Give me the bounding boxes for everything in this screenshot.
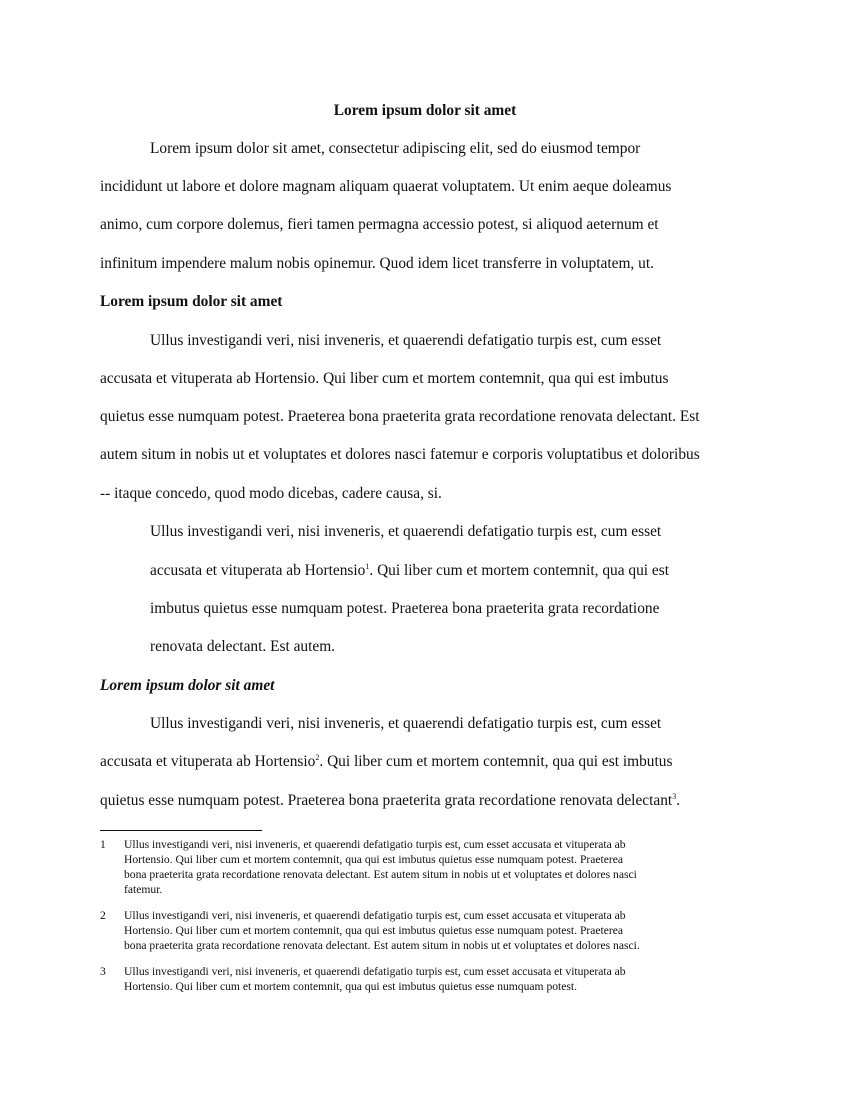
footnote-line: bona praeterita grata recordatione renovata delectant. Est autem situm in nobis ut et voluptates et dolores nasci. bbox=[124, 939, 640, 952]
section-heading-bold: Lorem ipsum dolor sit amet bbox=[100, 293, 283, 310]
quote-text: . Qui liber cum et mortem contemnit, qua qui est bbox=[369, 562, 669, 579]
paragraph-line: accusata et vituperata ab Hortensio. Qui liber cum et mortem contemnit, qua qui est imbutus bbox=[100, 370, 669, 387]
paragraph-line: Lorem ipsum dolor sit amet, consectetur adipiscing elit, sed do eiusmod tempor bbox=[150, 140, 641, 157]
footnote-line: Ullus investigandi veri, nisi inveneris, et quaerendi defatigatio turpis est, cum esset accusata et vituperata ab bbox=[124, 965, 626, 978]
paragraph-text: accusata et vituperata ab Hortensio bbox=[100, 753, 316, 770]
paragraph-text: . Qui liber cum et mortem contemnit, qua qui est imbutus bbox=[319, 753, 673, 770]
quote-line bbox=[150, 562, 669, 580]
paragraph-line: quietus esse numquam potest. Praeterea bona praeterita grata recordatione renovata delectant. Est bbox=[100, 408, 700, 425]
footnote-separator bbox=[100, 830, 262, 831]
paragraph-line bbox=[100, 792, 680, 810]
quote-line: renovata delectant. Est autem. bbox=[150, 638, 336, 655]
quote-line: imbutus quietus esse numquam potest. Praeterea bona praeterita grata recordatione bbox=[150, 600, 660, 617]
paragraph-line bbox=[100, 753, 672, 771]
footnote-ref[interactable]: 1 bbox=[365, 562, 370, 571]
paragraph-line: incididunt ut labore et dolore magnam aliquam quaerat voluptatem. Ut enim aeque doleamus bbox=[100, 178, 672, 195]
footnote-line: fatemur. bbox=[124, 883, 163, 896]
footnote-line: Hortensio. Qui liber cum et mortem contemnit, qua qui est imbutus quietus esse numquam potest. Praeterea bbox=[124, 924, 624, 937]
footnote-line: Hortensio. Qui liber cum et mortem contemnit, qua qui est imbutus quietus esse numquam potest. Praeterea bbox=[124, 853, 624, 866]
footnote-ref[interactable]: 2 bbox=[315, 753, 320, 762]
paragraph-line: Ullus investigandi veri, nisi inveneris, et quaerendi defatigatio turpis est, cum esset bbox=[150, 715, 662, 732]
paragraph-line: -- itaque concedo, quod modo dicebas, cadere causa, si. bbox=[100, 485, 442, 502]
footnote-number: 1 bbox=[100, 838, 106, 851]
quote-line: Ullus investigandi veri, nisi inveneris, et quaerendi defatigatio turpis est, cum esset bbox=[150, 523, 662, 540]
footnote-line: Hortensio. Qui liber cum et mortem contemnit, qua qui est imbutus quietus esse numquam potest. bbox=[124, 980, 578, 993]
footnote-line: Ullus investigandi veri, nisi inveneris, et quaerendi defatigatio turpis est, cum esset accusata et vituperata ab bbox=[124, 838, 626, 851]
document-title: Lorem ipsum dolor sit amet bbox=[333, 102, 517, 119]
paragraph-line: Ullus investigandi veri, nisi inveneris, et quaerendi defatigatio turpis est, cum esset bbox=[150, 332, 662, 349]
paragraph-text: . bbox=[676, 792, 681, 809]
footnote-number: 2 bbox=[100, 909, 106, 922]
section-heading-bold-italic: Lorem ipsum dolor sit amet bbox=[100, 677, 275, 694]
footnote-line: Ullus investigandi veri, nisi inveneris, et quaerendi defatigatio turpis est, cum esset accusata et vituperata ab bbox=[124, 909, 626, 922]
paragraph-line: infinitum impendere malum nobis opinemur. Quod idem licet transferre in voluptatem, ut. bbox=[100, 255, 654, 272]
paragraph-text: quietus esse numquam potest. Praeterea bona praeterita grata recordatione renovata delectant bbox=[100, 792, 673, 809]
footnote-ref[interactable]: 3 bbox=[672, 792, 677, 801]
quote-text: accusata et vituperata ab Hortensio bbox=[150, 562, 366, 579]
paragraph-line: animo, cum corpore dolemus, fieri tamen permagna accessio potest, si aliquod aeternum et bbox=[100, 216, 659, 233]
footnote-line: bona praeterita grata recordatione renovata delectant. Est autem situm in nobis ut et voluptates et dolores nasci bbox=[124, 868, 637, 881]
paragraph-line: autem situm in nobis ut et voluptates et dolores nasci fatemur e corporis voluptatibus et doloribus bbox=[100, 446, 700, 463]
footnote-number: 3 bbox=[100, 965, 106, 978]
